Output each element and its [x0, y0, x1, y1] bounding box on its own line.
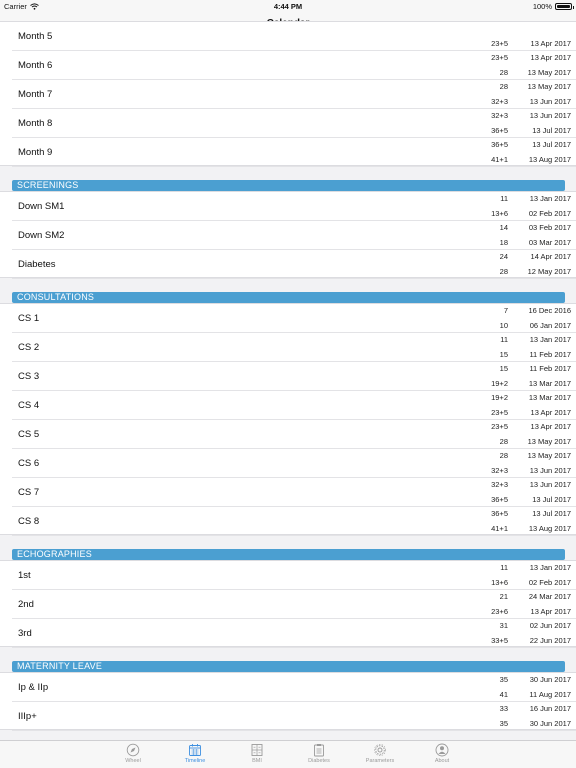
start-date: 13 Jan 2017	[529, 563, 571, 572]
row-separator	[12, 647, 576, 648]
section-title: SCREENINGS	[17, 180, 79, 190]
start-date: 30 Jun 2017	[529, 675, 571, 684]
start-week: 11	[500, 335, 508, 344]
end-date: 13 Jun 2017	[529, 466, 571, 475]
clock: 4:44 PM	[273, 2, 303, 11]
tab-timeline[interactable]	[175, 743, 215, 764]
clipboard-icon	[312, 743, 326, 757]
start-week: 36+5	[491, 509, 508, 518]
start-date: 13 May 2017	[527, 451, 571, 460]
end-date: 30 Jun 2017	[529, 719, 571, 728]
start-week: 24	[499, 252, 508, 261]
list-item[interactable]	[0, 221, 576, 250]
section-header-echographies	[12, 549, 565, 560]
list-item[interactable]	[0, 80, 576, 109]
tab-bmi[interactable]	[237, 743, 277, 764]
item-label: Month 6	[18, 60, 53, 71]
end-date: 13 May 2017	[527, 437, 571, 446]
start-date: 11 Feb 2017	[529, 364, 571, 373]
start-date: 13 Jul 2017	[532, 509, 571, 518]
start-week: 19+2	[491, 393, 508, 402]
list-item[interactable]	[0, 109, 576, 138]
person-icon	[435, 743, 449, 757]
row-separator	[12, 278, 576, 279]
start-date: 13 Jun 2017	[529, 111, 571, 120]
item-label: Down SM1	[18, 201, 65, 212]
tab-label: Timeline	[184, 758, 206, 764]
end-week: 23+5	[491, 39, 508, 48]
section-header-maternity-leave	[12, 661, 565, 672]
list-item[interactable]	[0, 304, 576, 333]
item-label: IIIp+	[18, 711, 37, 722]
months-group	[0, 21, 576, 166]
start-date: 13 Apr 2017	[530, 422, 571, 431]
start-week: 36+5	[491, 140, 508, 149]
start-week: 11	[500, 194, 508, 203]
list-item[interactable]	[0, 561, 576, 590]
start-week: 35	[499, 675, 508, 684]
end-date: 13 Aug 2017	[528, 524, 571, 533]
row-separator	[12, 730, 576, 731]
start-date: 14 Apr 2017	[530, 252, 571, 261]
list-item[interactable]	[0, 250, 576, 279]
start-week: 28	[499, 451, 508, 460]
end-date: 11 Feb 2017	[529, 350, 571, 359]
start-date: 13 Jun 2017	[529, 480, 571, 489]
grid-icon	[250, 743, 264, 757]
end-week: 19+2	[491, 379, 508, 388]
tab-bar	[0, 740, 576, 768]
list-item[interactable]	[0, 391, 576, 420]
list-item[interactable]	[0, 449, 576, 478]
item-label: CS 5	[18, 429, 40, 440]
end-date: 13 Jun 2017	[529, 97, 571, 106]
end-week: 23+6	[491, 607, 508, 616]
end-date: 11 Aug 2017	[529, 690, 571, 699]
tab-label: BMI	[252, 758, 262, 764]
item-label: 3rd	[18, 628, 32, 639]
start-date: 16 Dec 2016	[528, 306, 571, 315]
end-week: 33+5	[491, 636, 508, 645]
end-date: 03 Mar 2017	[528, 238, 571, 247]
end-week: 23+5	[491, 408, 508, 417]
list-item[interactable]	[0, 362, 576, 391]
start-date: 13 Apr 2017	[530, 53, 571, 62]
item-label: CS 6	[18, 458, 40, 469]
start-week: 23+5	[491, 422, 508, 431]
section-header-screenings	[12, 180, 565, 191]
start-date: 13 Jan 2017	[529, 194, 571, 203]
end-week: 28	[499, 68, 508, 77]
list-item[interactable]	[0, 590, 576, 619]
start-date: 13 Mar 2017	[528, 393, 571, 402]
list-item[interactable]	[0, 333, 576, 362]
list-item[interactable]	[0, 702, 576, 731]
calendar-icon	[188, 743, 202, 757]
list-item[interactable]	[0, 22, 576, 51]
start-date: 03 Feb 2017	[528, 223, 571, 232]
end-date: 02 Feb 2017	[528, 578, 571, 587]
start-date: 24 Mar 2017	[528, 592, 571, 601]
start-week: 23+5	[491, 53, 508, 62]
tab-label: Wheel	[125, 758, 141, 764]
battery-percent: 100%	[532, 2, 552, 11]
end-date: 13 Apr 2017	[530, 607, 571, 616]
tab-wheel[interactable]	[113, 743, 153, 764]
end-week: 28	[499, 437, 508, 446]
compass-icon	[126, 743, 140, 757]
start-week: 21	[499, 592, 508, 601]
end-date: 12 May 2017	[527, 267, 571, 276]
end-date: 13 Mar 2017	[528, 379, 571, 388]
end-date: 06 Jan 2017	[529, 321, 571, 330]
end-week: 41+1	[491, 155, 508, 164]
item-label: Month 5	[18, 31, 53, 42]
end-date: 13 May 2017	[527, 68, 571, 77]
timeline-list[interactable]	[0, 31, 576, 740]
end-date: 13 Jul 2017	[532, 495, 571, 504]
item-label: CS 2	[18, 342, 40, 353]
list-item[interactable]	[0, 192, 576, 221]
section-group-2	[0, 560, 576, 647]
end-week: 18	[499, 238, 508, 247]
list-item[interactable]	[0, 138, 576, 167]
section-group-3	[0, 672, 576, 730]
item-label: CS 7	[18, 487, 40, 498]
item-label: CS 1	[18, 313, 40, 324]
end-week: 10	[499, 321, 508, 330]
section-title: MATERNITY LEAVE	[17, 661, 103, 671]
end-date: 13 Aug 2017	[528, 155, 571, 164]
end-week: 41	[499, 690, 508, 699]
item-label: CS 8	[18, 516, 40, 527]
end-date: 22 Jun 2017	[529, 636, 571, 645]
start-week: 15	[499, 364, 508, 373]
start-date: 16 Jun 2017	[529, 704, 571, 713]
start-week: 7	[503, 306, 508, 315]
item-label: CS 4	[18, 400, 40, 411]
section-title: CONSULTATIONS	[17, 292, 95, 302]
start-week: 28	[499, 82, 508, 91]
end-date: 13 Apr 2017	[530, 39, 571, 48]
start-week: 33	[499, 704, 508, 713]
end-week: 28	[499, 267, 508, 276]
item-label: Down SM2	[18, 230, 65, 241]
section-header-consultations	[12, 292, 565, 303]
row-separator	[12, 166, 576, 167]
start-date: 13 Jan 2017	[529, 335, 571, 344]
start-week: 14	[499, 223, 508, 232]
start-week: 11	[500, 563, 508, 572]
list-item[interactable]	[0, 420, 576, 449]
end-week: 32+3	[491, 466, 508, 475]
start-week: 32+3	[491, 480, 508, 489]
end-week: 36+5	[491, 126, 508, 135]
status-bar	[0, 0, 576, 12]
row-separator	[12, 535, 576, 536]
start-date: 13 May 2017	[527, 82, 571, 91]
item-label: Month 7	[18, 89, 53, 100]
item-label: CS 3	[18, 371, 40, 382]
start-date: 13 Jul 2017	[532, 140, 571, 149]
tab-parameters[interactable]	[360, 743, 400, 764]
end-week: 15	[499, 350, 508, 359]
section-group-1	[0, 303, 576, 535]
tab-label: About	[434, 758, 450, 764]
section-title: ECHOGRAPHIES	[17, 549, 92, 559]
item-label: Month 9	[18, 147, 53, 158]
battery-info	[533, 2, 572, 11]
end-week: 13+6	[491, 578, 508, 587]
start-date: 02 Jun 2017	[529, 621, 571, 630]
item-label: 1st	[18, 570, 31, 581]
end-week: 35	[499, 719, 508, 728]
end-date: 13 Jul 2017	[532, 126, 571, 135]
end-week: 41+1	[491, 524, 508, 533]
battery-icon	[555, 3, 572, 10]
tab-label: Parameters	[365, 758, 395, 764]
item-label: Month 8	[18, 118, 53, 129]
item-label: Diabetes	[18, 259, 56, 270]
list-item[interactable]	[0, 673, 576, 702]
list-item[interactable]	[0, 619, 576, 648]
tab-label: Diabetes	[308, 758, 330, 764]
end-week: 32+3	[491, 97, 508, 106]
start-week: 31	[499, 621, 508, 630]
tab-about[interactable]	[422, 743, 462, 764]
end-week: 36+5	[491, 495, 508, 504]
start-week: 32+3	[491, 111, 508, 120]
item-label: 2nd	[18, 599, 34, 610]
end-date: 13 Apr 2017	[530, 408, 571, 417]
gear-icon	[373, 743, 387, 757]
list-item[interactable]	[0, 51, 576, 80]
tab-diabetes[interactable]	[299, 743, 339, 764]
list-item[interactable]	[0, 478, 576, 507]
list-item[interactable]	[0, 507, 576, 536]
section-group-0	[0, 191, 576, 278]
end-date: 02 Feb 2017	[528, 209, 571, 218]
end-week: 13+6	[491, 209, 508, 218]
carrier-label: Carrier	[4, 2, 27, 11]
item-label: Ip & IIp	[18, 682, 49, 693]
